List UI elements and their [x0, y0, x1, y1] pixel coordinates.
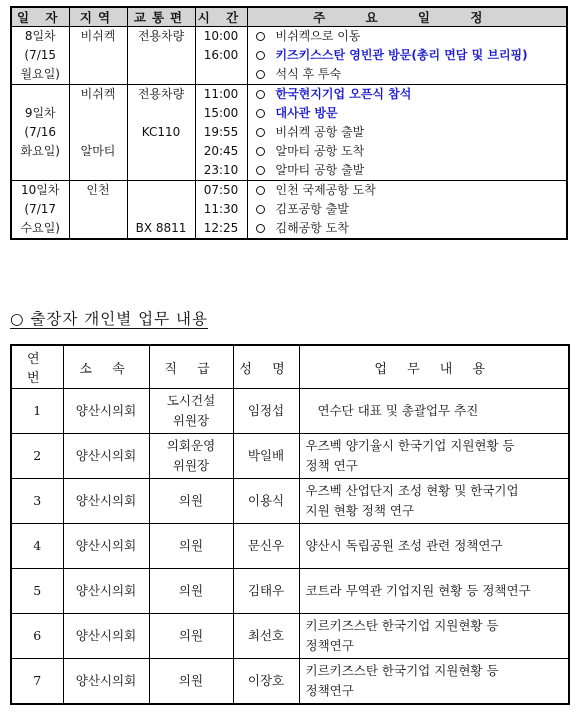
- day-transport-line: 전용차량: [137, 87, 185, 101]
- bullet-circle-icon: [256, 186, 265, 195]
- row-number: 5: [11, 569, 63, 614]
- row-duty: [299, 479, 569, 524]
- day-transport-line: [128, 104, 195, 123]
- row-duty: [299, 389, 569, 434]
- event-time: [196, 65, 247, 84]
- event-item: [248, 65, 567, 84]
- bullet-circle-icon: [256, 109, 265, 118]
- row-position: [149, 569, 233, 614]
- duty-header-cell: 성 명: [233, 345, 299, 389]
- duty-line: 양산시 독립공원 조성 관련 정책연구: [305, 538, 503, 553]
- event-text: 한국현지기업 오픈식 참석: [275, 87, 412, 101]
- table-row: [11, 479, 569, 524]
- table-row: [11, 614, 569, 659]
- event-item: [248, 181, 567, 200]
- position-line: 의회운영: [166, 438, 216, 453]
- bullet-circle-icon: [256, 166, 265, 175]
- row-number: 1: [11, 389, 63, 434]
- row-name: 임정섭: [233, 389, 299, 434]
- row-number: 4: [11, 524, 63, 569]
- day-region-line: [70, 65, 127, 84]
- day-region-line: 비쉬켁: [80, 29, 116, 43]
- day-date: [11, 85, 69, 181]
- event-text: 인천 국제공항 도착: [275, 183, 376, 197]
- schedule-header: [11, 7, 567, 27]
- event-item: [248, 46, 567, 65]
- duty-header: [11, 345, 569, 389]
- schedule-header-cell: 교통편: [127, 7, 195, 27]
- duty-table: [10, 344, 570, 705]
- event-time: 19:55: [203, 125, 239, 139]
- position-line: 의원: [178, 538, 204, 553]
- event-text: 알마티 공항 도착: [275, 144, 365, 158]
- table-row: [11, 569, 569, 614]
- row-position: [149, 524, 233, 569]
- day-date-line: (7/15: [24, 48, 57, 62]
- day-date-line: 9일차: [24, 106, 56, 120]
- bullet-circle-icon: [256, 205, 265, 214]
- day-times: [195, 181, 247, 240]
- row-affiliation: 양산시의회: [63, 479, 149, 524]
- event-time: 07:50: [203, 183, 239, 197]
- day-region-line: [70, 200, 127, 219]
- day-events: [247, 181, 567, 240]
- position-line: 의원: [178, 583, 204, 598]
- day-transport-line: BX 8811: [135, 221, 187, 235]
- duty-line: 코트라 무역관 기업지원 현황 등 정책연구: [305, 583, 531, 598]
- bullet-circle-icon: [256, 224, 265, 233]
- row-number: 2: [11, 434, 63, 479]
- position-line: 위원장: [172, 458, 210, 473]
- day-date-line: [12, 161, 69, 180]
- day-region: [69, 27, 127, 85]
- day-transport-line: [128, 65, 195, 84]
- day-date-line: (7/16: [24, 125, 57, 139]
- schedule-header-cell: 지역: [69, 7, 127, 27]
- row-number: 6: [11, 614, 63, 659]
- position-line: 의원: [178, 673, 204, 688]
- schedule-day-row: [11, 27, 567, 85]
- schedule-body: [11, 27, 567, 240]
- position-line: 위원장: [172, 413, 210, 428]
- row-name: 이용식: [233, 479, 299, 524]
- row-affiliation: 양산시의회: [63, 434, 149, 479]
- event-time: 16:00: [203, 48, 239, 62]
- position-line: 도시건설: [166, 393, 216, 408]
- day-transport-line: 전용차량: [137, 29, 185, 43]
- row-affiliation: 양산시의회: [63, 659, 149, 705]
- event-text: 비쉬켁으로 이동: [275, 29, 361, 43]
- day-region-line: 비쉬켁: [80, 87, 116, 101]
- day-transport-line: [128, 46, 195, 65]
- event-text: 김해공항 도착: [275, 221, 349, 235]
- day-events: [247, 85, 567, 181]
- day-region-line: [70, 123, 127, 142]
- row-duty: [299, 614, 569, 659]
- day-region-line: [70, 104, 127, 123]
- event-time: 11:30: [203, 202, 239, 216]
- day-transport: [127, 181, 195, 240]
- duty-header-cell: 연 번: [11, 345, 63, 389]
- day-transport-line: [128, 181, 195, 200]
- day-region: [69, 85, 127, 181]
- event-text: 알마티 공항 출발: [275, 163, 365, 177]
- bullet-circle-icon: [256, 147, 265, 156]
- event-time: 15:00: [203, 106, 239, 120]
- event-item: [248, 200, 567, 219]
- event-time: 10:00: [203, 29, 239, 43]
- event-text: 키즈키스스탄 영빈관 방문(총리 면담 및 브리핑): [275, 48, 528, 62]
- day-transport-line: [128, 161, 195, 180]
- day-region-line: 인천: [86, 183, 110, 197]
- event-time: 20:45: [203, 144, 239, 158]
- row-number: 3: [11, 479, 63, 524]
- row-affiliation: 양산시의회: [63, 614, 149, 659]
- event-text: 석식 후 투숙: [275, 67, 342, 81]
- table-row: [11, 659, 569, 705]
- duty-line: 정책연구: [305, 683, 354, 698]
- day-transport: [127, 85, 195, 181]
- duty-line: 키르키즈스탄 한국기업 지원현황 등: [305, 618, 499, 633]
- duty-line: 연수단 대표 및 총괄업무 추진: [317, 403, 479, 418]
- table-row: [11, 389, 569, 434]
- day-times: [195, 85, 247, 181]
- day-date-line: 수요일): [20, 221, 60, 235]
- day-region-line: [70, 219, 127, 238]
- day-region-line: [70, 161, 127, 180]
- schedule-day-row: [11, 85, 567, 181]
- duty-line: 지원 현황 정책 연구: [305, 503, 415, 518]
- row-affiliation: 양산시의회: [63, 524, 149, 569]
- position-line: 의원: [178, 493, 204, 508]
- event-item: [248, 123, 567, 142]
- row-name: 박일배: [233, 434, 299, 479]
- event-time: 12:25: [203, 221, 239, 235]
- row-duty: [299, 659, 569, 705]
- row-duty: [299, 434, 569, 479]
- section-title: ○ 출장자 개인별 업무 내용: [10, 310, 208, 328]
- bullet-circle-icon: [256, 51, 265, 60]
- row-position: [149, 389, 233, 434]
- row-position: [149, 434, 233, 479]
- duty-line: 우즈벡 양기율시 한국기업 지원현황 등: [305, 438, 515, 453]
- event-item: [248, 85, 567, 104]
- row-position: [149, 479, 233, 524]
- day-transport-line: [128, 142, 195, 161]
- event-time: 23:10: [203, 163, 239, 177]
- duty-line: 키르키즈스탄 한국기업 지원현황 등: [305, 663, 499, 678]
- bullet-circle-icon: [256, 90, 265, 99]
- duty-header-cell: 직 급: [149, 345, 233, 389]
- event-time: 11:00: [203, 87, 239, 101]
- day-region-line: 알마티: [80, 144, 116, 158]
- day-date-line: 월요일): [20, 67, 60, 81]
- day-date-line: 10일차: [21, 183, 60, 197]
- day-region: [69, 181, 127, 240]
- day-transport-line: [128, 200, 195, 219]
- day-date: [11, 27, 69, 85]
- day-date-line: 8일차: [24, 29, 56, 43]
- duty-line: 정책 연구: [305, 458, 358, 473]
- row-position: [149, 659, 233, 705]
- event-text: 김포공항 출발: [275, 202, 349, 216]
- duty-body: [11, 389, 569, 705]
- event-item: [248, 27, 567, 46]
- duty-header-cell: 소 속: [63, 345, 149, 389]
- row-duty: [299, 569, 569, 614]
- day-date: [11, 181, 69, 240]
- table-row: [11, 524, 569, 569]
- row-name: 김태우: [233, 569, 299, 614]
- bullet-circle-icon: [256, 128, 265, 137]
- duty-line: 정책연구: [305, 638, 354, 653]
- row-affiliation: 양산시의회: [63, 569, 149, 614]
- row-position: [149, 614, 233, 659]
- row-duty: [299, 524, 569, 569]
- schedule-header-cell: 일 자: [11, 7, 69, 27]
- position-line: 의원: [178, 628, 204, 643]
- event-item: [248, 142, 567, 161]
- table-row: [11, 434, 569, 479]
- day-date-line: 화요일): [20, 144, 60, 158]
- event-text: 대사관 방문: [275, 106, 338, 120]
- row-name: 문신우: [233, 524, 299, 569]
- event-item: [248, 104, 567, 123]
- row-affiliation: 양산시의회: [63, 389, 149, 434]
- row-name: 최선호: [233, 614, 299, 659]
- schedule-header-cell: 시 간: [195, 7, 247, 27]
- row-name: 이장호: [233, 659, 299, 705]
- duty-line: 우즈벡 산업단지 조성 현황 및 한국기업: [305, 483, 519, 498]
- bullet-circle-icon: [256, 32, 265, 41]
- schedule-header-cell: 주 요 일 정: [247, 7, 567, 27]
- day-transport: [127, 27, 195, 85]
- day-date-line: [12, 85, 69, 104]
- schedule-table: [10, 6, 568, 240]
- duty-header-cell: 업 무 내 용: [299, 345, 569, 389]
- event-text: 비쉬켁 공항 출발: [275, 125, 365, 139]
- day-region-line: [70, 46, 127, 65]
- event-item: [248, 219, 567, 238]
- day-events: [247, 27, 567, 85]
- row-number: 7: [11, 659, 63, 705]
- bullet-circle-icon: [256, 70, 265, 79]
- day-times: [195, 27, 247, 85]
- schedule-day-row: [11, 181, 567, 240]
- event-item: [248, 161, 567, 180]
- day-transport-line: KC110: [141, 125, 181, 139]
- day-date-line: (7/17: [24, 202, 57, 216]
